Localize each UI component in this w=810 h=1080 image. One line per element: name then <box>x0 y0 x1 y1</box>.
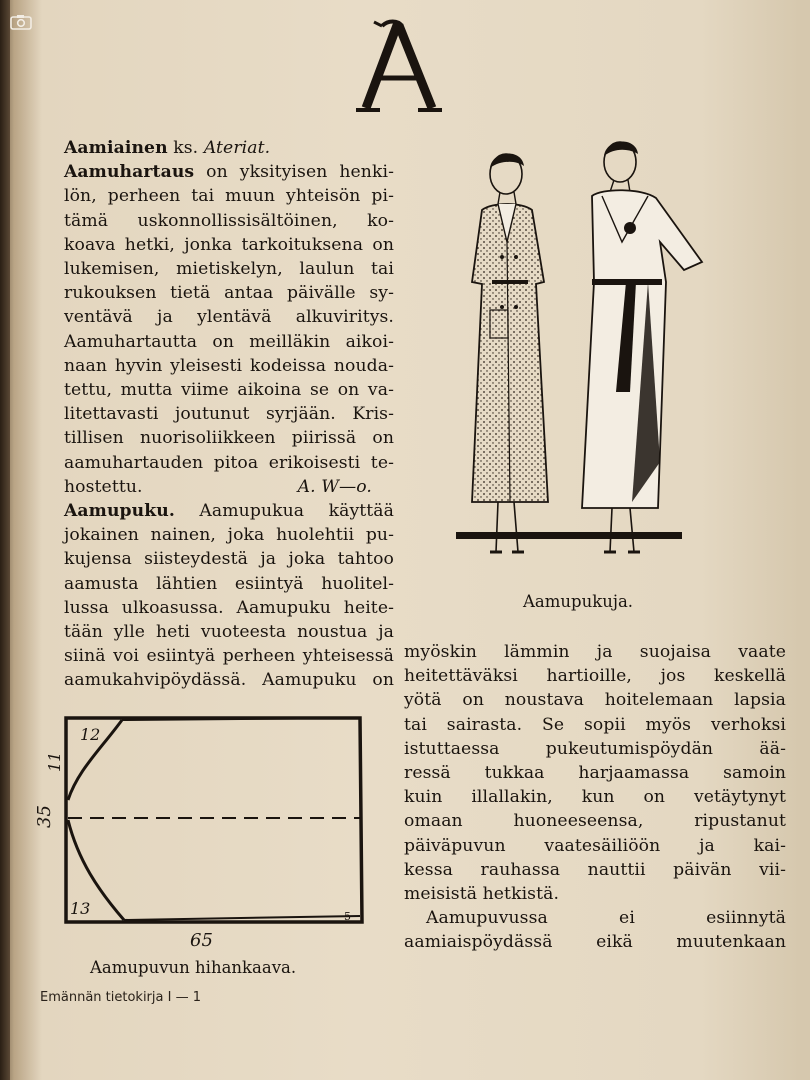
text-line: kessa rauhassa nauttii päivän vii- <box>404 859 786 880</box>
text-line: kujensa siisteydestä ja joka tahtoo <box>64 549 394 570</box>
text-line: meisistä hetkistä. <box>404 884 560 905</box>
label-bottom: 65 <box>190 930 213 951</box>
entry-heading: Aamupuku. <box>64 501 175 522</box>
text-line: aamusta lähtien esiintyä huolitel- <box>64 573 394 594</box>
text-line: päiväpuvun vaatesäiliöön ja kai- <box>404 835 786 856</box>
text-fragment: Aamupukua käyttää <box>174 501 394 522</box>
text-line <box>64 136 394 160</box>
entry-heading: Aamuhartaus <box>64 162 195 183</box>
text-line: Aamupuvussa ei esiinnytä <box>426 908 786 929</box>
text-line: rukouksen tietä antaa päivälle sy- <box>64 283 394 304</box>
text-line: istuttaessa pukeutumispöydän ää- <box>404 738 786 759</box>
dress-illustration <box>452 132 688 588</box>
text-line: aamuhartauden pitoa erikoisesti te- <box>64 452 394 473</box>
label-top: 12 <box>80 725 101 744</box>
text-line: ventävä ja ylentävä alkuviritys. <box>64 307 394 328</box>
page-footer: Emännän tietokirja I — 1 <box>40 990 201 1005</box>
cross-reference: Ateriat. <box>203 138 271 158</box>
diagram-caption: Aamupuvun hihankaava. <box>90 958 297 977</box>
text-line <box>64 160 394 184</box>
text-line: heitettäväksi hartioille, jos keskellä <box>404 666 786 687</box>
text-line: tämä uskonnollissisältöinen, ko- <box>64 210 394 231</box>
text-line <box>64 475 394 499</box>
text-line: naan hyvin yleisesti kodeissa nouda- <box>64 355 394 376</box>
text-line: tettu, mutta viime aikoina se on va- <box>64 380 394 401</box>
label-left-side: 35 <box>34 805 55 828</box>
author-signature: A. W—o. <box>297 476 372 497</box>
text-line: myöskin lämmin ja suojaisa vaate <box>404 642 786 662</box>
label-bottom-right: 5 <box>344 910 351 923</box>
sleeve-pattern-diagram <box>34 710 368 951</box>
text-line: yötä on noustava hoitelemaan lapsia <box>404 690 786 711</box>
entry-heading: Aamiainen <box>64 138 168 158</box>
text-line: Aamuhartautta on meilläkin aikoi- <box>64 331 394 352</box>
text-line: tään ylle heti vuoteesta noustua ja <box>64 622 394 643</box>
text-line: lukemisen, mietiskelyn, laulun tai <box>64 259 394 280</box>
text-line: aamukahvipöydässä. Aamupuku on <box>64 670 394 691</box>
text-line: koava hetki, jonka tarkoituksena on <box>64 234 394 255</box>
label-left-upper: 11 <box>45 751 64 772</box>
text-line: jokainen nainen, joka huolehtii pu- <box>64 525 394 546</box>
text-line: tai sairasta. Se sopii myös verhoksi <box>404 714 786 735</box>
camera-icon <box>10 14 32 30</box>
header-letter-a <box>352 18 444 116</box>
right-text-column <box>404 640 786 955</box>
text-line: aamiaispöydässä eikä muutenkaan <box>404 932 786 953</box>
text-line <box>64 499 394 523</box>
book-spine <box>0 0 10 1080</box>
left-text-column <box>64 136 394 693</box>
text-line: tillisen nuorisoliikkeen piirissä on <box>64 428 394 449</box>
text-line: kuin illallakin, kun on vetäytynyt <box>404 787 786 808</box>
figure-caption: Aamupukuja. <box>523 592 634 611</box>
label-bottom-left: 13 <box>70 899 91 918</box>
text-line: litettavasti joutunut syrjään. Kris- <box>64 404 394 425</box>
text-line: lön, perheen tai muun yhteisön pi- <box>64 186 394 207</box>
text-line: ressä tukkaa harjaamassa samoin <box>404 763 786 784</box>
text-fragment: on yksityisen henki- <box>194 162 394 183</box>
text-line: omaan huoneeseensa, ripustanut <box>404 811 786 832</box>
text-line: siinä voi esiintyä perheen yhteisessä <box>64 646 394 667</box>
text-fragment: hostettu. <box>64 476 143 497</box>
text-fragment: ks. <box>167 138 204 158</box>
text-line: lussa ulkoasussa. Aamupuku heite- <box>64 597 394 618</box>
